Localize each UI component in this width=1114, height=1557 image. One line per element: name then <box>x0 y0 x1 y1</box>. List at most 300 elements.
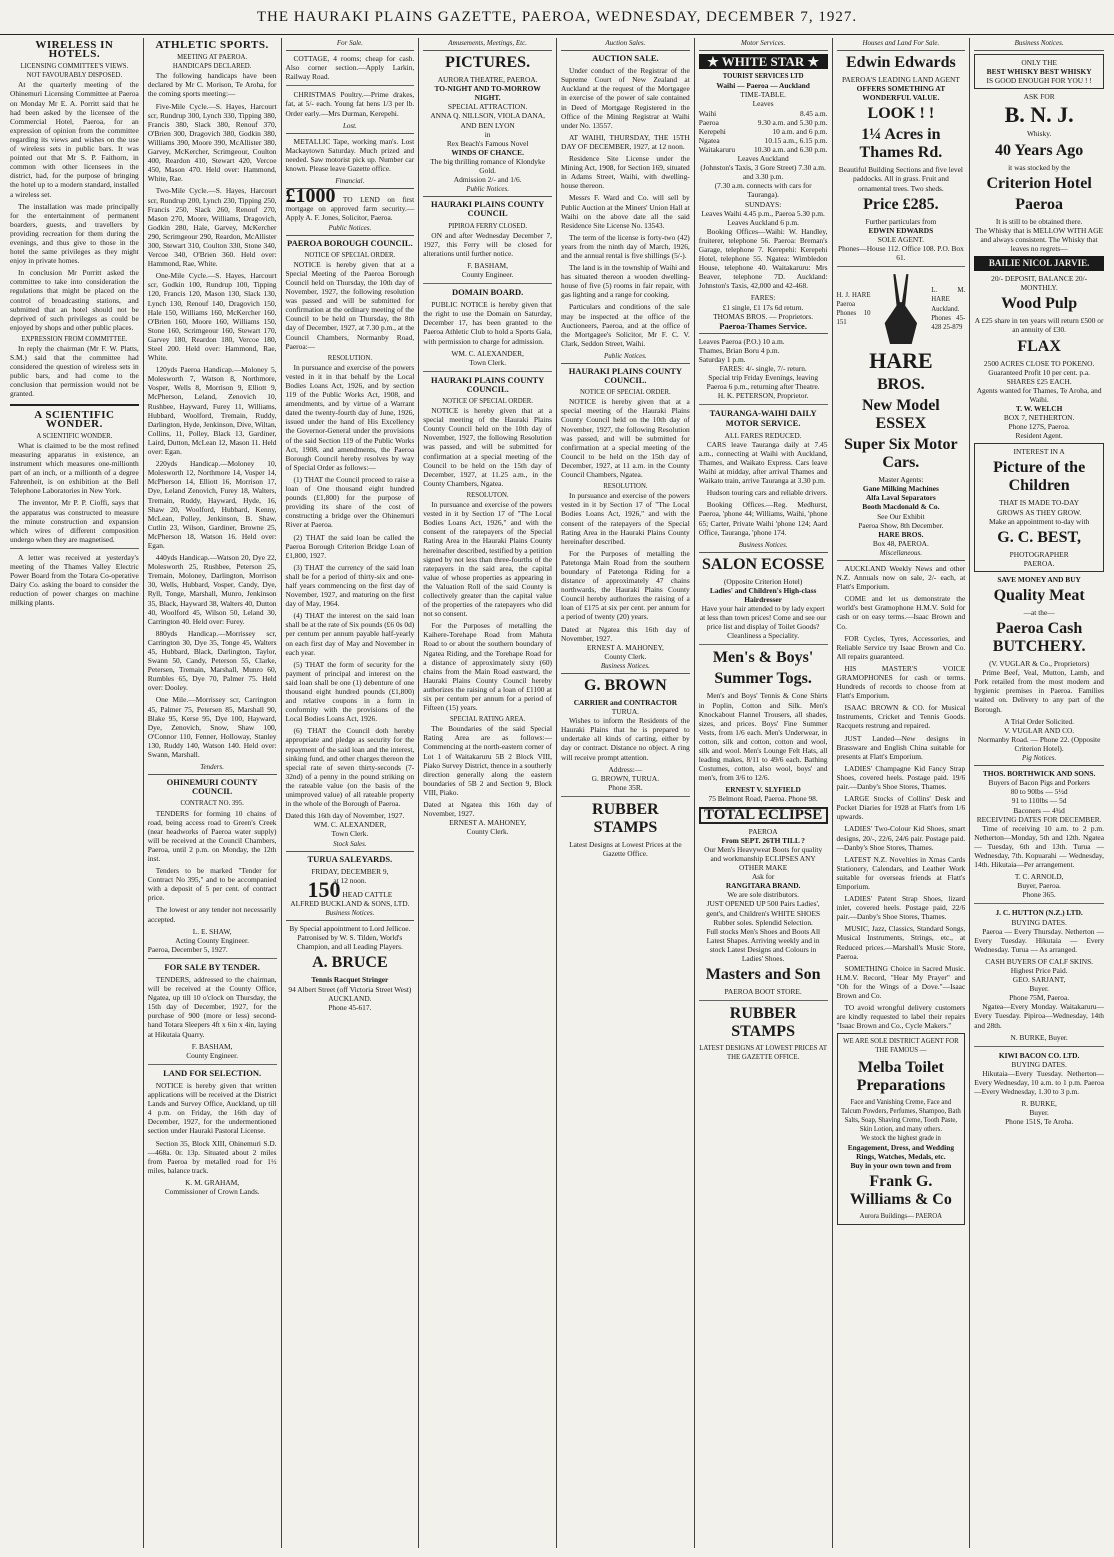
classified-ad: SOMETHING Choice in Sacred Music. H.M.V. Record, "Hear My Prayer" and "Oh for the Wings of a Dove."—Isaac Brown and Co. <box>836 963 966 1000</box>
pts-line: Leaves Paeroa (P.O.) 10 a.m. <box>698 336 785 346</box>
timetable-row <box>699 109 828 118</box>
notice-date: Dated at Ngatea this 16th day of November, 1927. <box>423 800 552 819</box>
notice-subtitle: PIPIROA FERRY CLOSED. <box>448 222 528 230</box>
salon-sub: (Opposite Criterion Hotel) <box>723 576 803 586</box>
column-2 <box>144 38 282 1548</box>
notice-subtitle: RESOLUTION. <box>327 354 373 362</box>
divider <box>10 404 139 406</box>
notice-paragraph: TENDERS for forming 10 chains of road, being access road to Green's Creek (near headworks of Paeroa water supply) will be received at the Council Chambers, Paeroa, until 2 p.m. on Monday, the 12th inst. <box>147 808 277 863</box>
brown-address: G. BROWN, TURUA. <box>591 773 660 783</box>
divider <box>286 85 415 86</box>
notice-paragraph: In pursuance and exercise of the powers vested in it by Section 17 of "The Local Bodies Loans Act, 1926," and with the consent of the ratepayers of the Special Rating Area in the Hauraki Plains County hereinafter described, testified by a petition signed by not less than three-fourths of the ratepayers in the said area, the capital value of whose properties as appearing in the Valuation Roll of the said County is collectively greater than the capital value of the properties of the ratepayers who did not so consent. <box>423 500 552 619</box>
notice-date: Paeroa, December 5, 1927. <box>147 944 228 954</box>
signature: ERNEST A. MAHONEY, <box>586 642 664 652</box>
film-title: WINDS OF CHANCE. <box>451 147 524 157</box>
classified-ad: TO avoid wrongful delivery customers are kindly requested to label their repairs "Isaac Brown and Co., Cycle Makers." <box>836 1003 966 1031</box>
article-paragraph: One-Mile Cycle.—S. Hayes, Harcourt scr, Godkin 100, Rundrup 100, Tipping 120, Francis 120, Mason 130, Slack 130, Lynch 130, Renouf 140, Dragovich 150, Hale 150, Williams 160, McKercher 160, O'Brien 160, Moore 160, Williams 150, Stone 160, Scrimgeour 160, Stewart 170, Garvey 180, Reardon 180, Vercoe 180, Steel 200. Held over: Hammond, Rae, White. <box>147 271 277 363</box>
rubber-stamps-title: RUBBER STAMPS <box>729 1005 797 1041</box>
show: Paeroa Show, 8th December. <box>858 520 944 530</box>
hj-hare: H. J. HARE Paeroa Phones 10 151 <box>836 291 871 327</box>
welch-phone: Phone 127S, Paeroa. <box>1008 422 1070 432</box>
notice-paragraph: Tenders to be marked "Tender for Contract No 395," and to be accompanied with a deposit of 5 per cent. of contract price. <box>147 866 277 903</box>
rubber-stamps-text: Latest Designs at Lowest Prices at the Gazette Office. <box>569 839 682 859</box>
signature-title: County Engineer. <box>186 1050 238 1060</box>
welch: T. W. WELCH <box>1015 403 1063 413</box>
column-7 <box>833 38 971 1548</box>
exhibit: See Our Exhibit <box>877 511 925 521</box>
essex: New Model ESSEX <box>861 397 940 433</box>
pig-price: 80 to 90lbs — 5½d <box>1010 787 1068 797</box>
column-8 <box>970 38 1108 1548</box>
pig-price: Baconers — 4¾d <box>1013 805 1065 815</box>
special: SPECIAL ATTRACTION. <box>447 102 528 112</box>
sale-date: FRIDAY, DECEMBER 9, <box>311 866 389 876</box>
notice-title: AUCTION SALE. <box>592 53 659 64</box>
section-head: Auction Sales. <box>561 38 690 51</box>
best-whisky: BEST WHISKY BEST WHISKY <box>986 67 1092 77</box>
appointment: Make an appointment to-day with <box>989 516 1090 526</box>
ngatea-dates: Ngatea—Every Monday. Waitakaruru—Every Tuesday. Pipiroa—Wednesday, 14th and 28th. <box>974 1002 1104 1030</box>
masters-sub: PAEROA BOOT STORE. <box>724 987 802 997</box>
mens-title: Men's & Boys' <box>712 649 814 667</box>
divider <box>423 283 552 284</box>
section-head: Business Notices. <box>286 908 415 921</box>
paeroa: Paeroa <box>1015 195 1063 213</box>
acres: 1¼ Acres in Thames Rd. <box>859 126 943 162</box>
eclipse-title: TOTAL ECLIPSE <box>699 807 828 824</box>
pts-line: Special trip Friday Evenings, leaving Paeroa 6 p.m., returning after Theatre. <box>706 373 820 392</box>
la-detail: (7.30 a.m. connects with cars for Tauranga). <box>714 181 812 200</box>
calf-skins: CASH BUYERS OF CALF SKINS. Highest Price Paid. <box>985 956 1094 975</box>
look: LOOK ! ! <box>867 105 935 123</box>
signature: L. E. SHAW, <box>192 926 232 936</box>
arnold-title: Buyer, Paeroa. <box>1017 881 1061 891</box>
section-head: Business Notices. <box>561 661 690 674</box>
notice-paragraph: (3) THAT the currency of the said loan shall be for a period of thirty-six and one-half years commencing on the first day of November, 1927, and maturing on the first day of May, 1964. <box>285 562 415 609</box>
notice-paragraph: (6) THAT the Council doth hereby appropriate and pledge as security for the repayment of the said loan and the interest, sinking fund, and other charges thereon the special rate of seven thirty-seconds (7-32nd) of a penny in the pound striking on the rateable value (on the basis of the unimproved value) of all rateable property in the whole of the Borough of Paeroa. <box>285 726 415 809</box>
r-burke: R. BURKE, <box>1021 1099 1057 1109</box>
eclipse-date: From SEPT. 26TH TILL ? <box>721 835 805 845</box>
bnj: B. N. J. <box>1004 102 1074 128</box>
acres-text: Beautiful Building Sections and five level paddocks. All in grass. Fruit and ornamental trees. Two sheds. <box>838 165 963 193</box>
frank-williams: Frank G. Williams & Co <box>849 1173 952 1209</box>
divider <box>148 1064 277 1065</box>
ask-for: Ask for <box>751 872 775 882</box>
classified-ad: COME and let us demonstrate the world's best Gramophone H.M.V. Sold for cash or on easy terms.—Isaac Brown and Co. <box>836 594 966 631</box>
tt-place: Paeroa <box>698 117 719 127</box>
signature-title: Acting County Engineer. <box>175 935 249 945</box>
divider <box>10 548 139 549</box>
interest: INTEREST IN A <box>1013 447 1065 457</box>
grows: GROWS AS THEY GROW. <box>996 507 1082 517</box>
notice-paragraph: (4) THAT the interest on the said loan shall be at the rate of Six pounds (£6 0s 0d) per centum per annum payable half-yearly on each first day of May and November in each year. <box>285 611 415 657</box>
whisky-ad <box>974 54 1104 89</box>
shares: SHARES £25 EACH. <box>1006 376 1072 386</box>
slyfield-address: 75 Belmont Road, Paeroa. Phone 98. <box>708 794 818 804</box>
bruce-address: 94 Albert Street (off Victoria Street West) AUCKLAND. <box>288 984 412 1003</box>
distributors: We are sole distributors. <box>727 890 799 900</box>
criterion: Criterion Hotel <box>986 174 1092 192</box>
article-paragraph: One Mile.—Morrissey scr, Carrington 45, Palmer 75, Petersen 85, Marshall 90, Blake 95, Kerse 95, Dye 100, Hayward, Dye, Zenovich, Snow, Shaw 100, O'Connor 110, Fenner, Holloway, Stanley 130, Ruddy 140, Watson 140. Held over: Swann, Marshall. <box>147 695 277 760</box>
ask-for: ASK FOR <box>1023 92 1055 102</box>
star-icon: ★ <box>707 54 722 70</box>
melba-text: Face and Vanishing Creme, Face and Talcum Powders, Perfumes, Shampoo, Bath Salts, Soap, Shaving Creme, Tooth Paste, Skin Lotion, and many others. <box>840 1098 961 1133</box>
hare-box: Box 48, PAEROA. <box>872 538 929 548</box>
notice-paragraph: Section 35, Block XIII, Ohinemuri S.D.—468a. 0r. 13p. Situated about 2 miles from Paeroa by metalled road for 1½ miles, balance track. <box>147 1138 277 1175</box>
r-burke-title: Buyer. <box>1029 1108 1049 1118</box>
slyfield: ERNEST V. SLYFIELD <box>725 785 801 795</box>
headline-athletic: ATHLETIC SPORTS. <box>155 39 269 51</box>
sarjant: GEO. SARJANT, <box>1012 975 1066 985</box>
divider <box>699 1000 828 1001</box>
bros-name: BROS. <box>877 376 925 394</box>
auctioneer: ALFRED BUCKLAND & SONS, LTD. <box>290 898 410 908</box>
star-icon: ★ <box>804 54 820 70</box>
loan-text: TO LEND on first mortgage on approved farm security.—Apply A. F. Jones, Solicitor, Paeroa. <box>285 195 415 223</box>
notice-paragraph: Messrs F. Ward and Co. will sell by Public Auction at the Miners' Union Hall at Waihi on the above date all the said Residence Site License No. 13543. <box>561 193 690 230</box>
notice-title: DOMAIN BOARD. <box>451 287 524 298</box>
timetable-row <box>699 127 828 136</box>
hutton-dates: Paeroa — Every Thursday. Netherton — Every Tuesday. Hikutaia — Every Wednesday. Turua — As arranged. <box>974 926 1104 954</box>
edwin-name: EDWIN EDWARDS <box>868 225 934 235</box>
hare-header <box>837 271 966 347</box>
notice-paragraph: TENDERS, addressed to the chairman, will be received at the County Office, Ngatea, up till 10 o'clock on Thursday, the 15th day of December, 1927, for the purchase of 900 (more or less) second-hand Totara Sleepers 4ft x 6in x 4in, laying at Hikutaia Quarry. <box>147 975 277 1039</box>
save-money: SAVE MONEY AND BUY <box>997 574 1081 584</box>
salon-text: Have your hair attended to by lady expert at less than town prices! Come and see our price list and display of Toilet Goods? <box>699 604 827 632</box>
sundays-detail: Leaves Waihi 4.45 p.m., Paeroa 5.30 p.m. <box>701 208 825 218</box>
notice-subtitle: NOTICE OF SPECIAL ORDER. <box>442 398 533 405</box>
notice-paragraph: (5) THAT the form of security for the payment of principal and interest on the said loan shall be one (1) debenture of one thousand eight hundred pounds (£1,800) and relative coupons in a form in conformity with the provisions of the Local Bodies Loans Act, 1926. <box>285 659 415 724</box>
brown-trade: CARRIER and CONTRACTOR <box>573 698 678 707</box>
notice-paragraph: Particulars and conditions of the sale may be inspected at the office of the Auctioneers, Paeroa, and at the office of the Mortgagee's Solicitor, Mr F. C. V. Clark, Seddon Street, Waihi. <box>561 302 690 348</box>
timetable-row <box>699 145 828 154</box>
showing: TO-NIGHT AND TO-MORROW NIGHT. <box>434 84 541 103</box>
pts-line: Thames, Brian Boru 4 p.m. <box>698 345 780 355</box>
notice-paragraph: The term of the license is forty-two (42) years from the ninth day of March, 1926, and the annual rental is five shillings (5/-). <box>561 232 690 260</box>
cattle-label: HEAD CATTLE <box>342 889 393 899</box>
price: Price £285. <box>863 195 939 213</box>
baillie: BAILIE NICOL JARVIE. <box>974 256 1104 271</box>
article-paragraph: In conclusion Mr Porritt asked the committee to take into consideration the regulations that might be placed on the control of broadcasting stations, and submitted that an hotel should not be deprived of such privileges as could be enjoyed by shops and other public places. <box>10 268 139 332</box>
white-star-name: WHITE STAR <box>721 54 805 70</box>
meat-text: Prime Beef, Veal, Mutton, Lamb, and Pork retailed from the most modern and hygienic premises in Paeroa. Families waited on. Delivery to any part of the Borough. <box>974 668 1104 714</box>
leaves: Leaves <box>752 99 774 109</box>
subhead: A SCIENTIFIC WONDER. <box>36 432 113 440</box>
mellow: The Whisky that is MELLOW WITH AGE and always consistent. The Whisky that leaves no regrets— <box>975 225 1103 253</box>
appointment: By Special appointment to Lord Jellicoe. <box>289 924 411 934</box>
divider <box>561 796 690 797</box>
columns <box>6 38 1108 1548</box>
notice-paragraph: In pursuance and exercise of the powers vested in it in that behalf by the Local Bodies Loans Act, 1926, and by section 119 of the Public Works Act, 1908, and amendments, and by virtue of a Warrant dated the twenty-fourth day of June, 1926, issued under the hand of His Excellency the Governor-General under the provisions of the said Section 119 of the Public Works Act, 1908, and amendments, the Paeroa Borough Council hereby resolves by way of Special Order as follows:— <box>285 362 415 472</box>
notice-title: FOR SALE BY TENDER. <box>164 961 260 972</box>
notice-paragraph: For the Purposes of metalling the Kaihere-Torehape Road from Mahuta Road to or about the southern boundary of Ngatea Riding, and the Torehape Road for a distance of approximately sixty (60) chains from the Main Road eastward, the Hauraki Plains County Council hereby authorizes the raising of a loan of £1100 at six per centum per annum for a period of Fifteen (15) years. <box>423 621 552 713</box>
timetable-row <box>699 136 828 145</box>
sundays: SUNDAYS: <box>744 199 782 209</box>
photo-ad <box>974 443 1104 572</box>
theatre: AURORA THEATRE, PAEROA. <box>437 75 538 85</box>
column-5 <box>557 38 695 1548</box>
column-4 <box>419 38 557 1548</box>
forty-years: 40 Years Ago <box>994 141 1084 159</box>
signature-title: Town Clerk. <box>469 357 507 367</box>
signature-title: Town Clerk. <box>331 829 369 839</box>
arnold: T. C. ARNOLD, <box>1014 872 1064 882</box>
section-head: Houses and Land For Sale. <box>837 38 966 51</box>
white-star-sub: TOURIST SERVICES LTD <box>722 73 804 81</box>
cast: ANNA Q. NILLSON, VIOLA DANA, AND BEN LYON <box>430 111 545 130</box>
melba-intro: WE ARE SOLE DISTRICT AGENT FOR THE FAMOUS — <box>843 1038 959 1055</box>
bruce-name: A. BRUCE <box>312 954 388 972</box>
fares-detail: £1 single, £1 17s 6d return. <box>722 302 804 312</box>
buy-local: Buy in your own town and from <box>850 1161 952 1171</box>
signature-title: County Clerk. <box>466 827 509 837</box>
subhead: HANDICAPS DECLARED. <box>172 63 252 71</box>
classified-ad: METALLIC Tape, working man's. Lost Mackaytown Saturday. Much prized and needed. Saw motorist pick up. Number car known. Please leave Gazette office. <box>285 136 415 174</box>
salon-trade: Ladies' and Children's High-class Hairdresser <box>709 585 817 604</box>
classified-ad: COTTAGE, 4 rooms; cheap for cash. Also corner section.—Apply Larkin, Railway Road. <box>285 54 415 82</box>
article-paragraph: In reply the chairman (Mr F. W. Platts, S.M.) said that the committee had considered the question of wireless sets in public bars, and had come to the conclusion that permission would not be granted. <box>10 344 139 399</box>
notice-paragraph: NOTICE is hereby given that at a special meeting of the Hauraki Plains County Council held on the 10th day of November, 1927, the following Resolution was passed, and will be submitted for confirmation at a special meeting of the Council to be held on the 15th day of December, 1927, at 11 a.m. in the County Council Chambers, Ngatea. <box>561 397 690 480</box>
alfa: Alfa Laval Separators <box>865 493 936 503</box>
subhead: NOT FAVOURABLY DISPOSED. <box>26 72 123 80</box>
wood-text: A £25 share in ten years will return £500 or an annuity of £30. <box>974 316 1104 335</box>
notice-paragraph: In pursuance and exercise of the powers vested in it by Section 17 of "The Local Bodies Loans Act, 1926," and with the consent of the ratepayers of the Special Rating Area in the Hauraki Plains County hereinafter described. <box>561 491 690 546</box>
article-paragraph: 440yds Handicap.—Watson 20, Dye 22, Molesworth 25, Rushbee, Peterson 25, Tremain, Moloney, Darlington, Morrison 30, Wells, Hubbard, Vosper, Candy, Dye, Ryll, Tonge, Marshall, Munro, Jenkinson 35, Black, Hayward 38, Walters 40, Dutton 40, Woolford 45, Wilson 50, Leland 30, Carrington 40. Held over: Furey. <box>147 553 277 626</box>
salon-title: SALON ECOSSE <box>701 555 825 573</box>
tw-text: Booking Offices.—Reg. Medhurst, Paeroa, 'phone 44; Williams, Waihi, 'phone 65; Carter, Private Waihi 'phone 124; Aard Office, Tauranga, 'phone 174. <box>698 500 828 537</box>
classified-ad: CHRISTMAS Poultry.—Prime drakes, fat, at 5/- each. Young fat hens 1/3 per lb. Order early.—Mrs Durman, Kerepehi. <box>285 90 415 118</box>
tt-place: Ngatea <box>698 135 720 145</box>
film-desc: The big thrilling romance of Klondyke Gold. <box>430 156 545 176</box>
further: Further particulars from <box>865 216 937 226</box>
article-paragraph: Five-Mile Cycle.—S. Hayes, Harcourt scr, Rundrup 300, Lynch 330, Tipping 380, Francis 380, Slack 380, Renouf 370, O'Brien 300, Dragovich 380, Godkin 380, Williams 390, Moore 390, McAllister 380, Garvey, McKercher, Scrimgeour, Coulton 400, Reardon 410, Stewart 420, Vercoe 450, Mason 470. Held over: Hammond, White, Rae. <box>147 101 277 184</box>
notice-title: HAURAKI PLAINS COUNTY COUNCIL <box>430 199 545 219</box>
tt-place: Kerepehi <box>698 126 726 136</box>
article-paragraph: A letter was received at yesterday's meeting of the Thames Valley Electric Power Board from the Totara Co-operative Dairy Co. asking the board to consider the reduction of power charges on machine milking plants. <box>10 552 139 608</box>
classified-ad: LADIES' Patent Strap Shoes, lizard inlet, covered heels. Postage paid, 22/6 pair.—Danby's Shoe Stores, Thames. <box>836 894 966 922</box>
article-paragraph: 880yds Handicap.—Morrissey scr, Carrington 30, Dye 35, Tonge 45, Walters 45, Hubbard, Black, Darlington, Taylor, Swann 50, Candy, Peterson 55, Clarke, Petersen, Tremain, Marshall, Munro 60, Rumbles 65, Dye 70, Palmer 75. Held over: Dooley. <box>147 628 277 693</box>
edwin-phones: Phones—House 112. Office 108. P.O. Box 61. <box>837 243 964 263</box>
notice-title: LAND FOR SELECTION. <box>163 1067 262 1078</box>
borthwick: THOS. BORTHWICK AND SONS. <box>982 769 1096 779</box>
saleyards-title: TURUA SALEYARDS. <box>307 853 393 864</box>
pts-title: Paeroa-Thames Service. <box>699 321 828 334</box>
rubber-stamps-title: RUBBER STAMPS <box>592 800 659 836</box>
signature: F. BASHAM, <box>191 1041 233 1051</box>
signature-title: County Clerk. <box>604 651 647 661</box>
signature: F. BASHAM, <box>467 260 508 270</box>
section-head: Business Notices. <box>699 540 828 553</box>
made-today: THAT IS MADE TO-DAY <box>999 498 1080 508</box>
article-paragraph: 220yds Handicap.—Moloney 10, Molesworth 12, Northmore 14, Vosper 14, McPherson 14, Elliott 16, Morrison 17, Dye, Leland Zenovich, Furey 18, Walters, Tremain, Ruddy, Hayward, Hyde, 16, Shaw 20, Woolford, Hubbard, Kenny, McLean, Polley, Jenkinson, B. Shaw, Cutlin 23, Wilson, Gardiner, Browne 25, McPherson 18, Watson 16. Held over: Egan. <box>147 459 277 550</box>
tt-place: Waihi <box>698 108 717 118</box>
brown-address-label: Address:— <box>608 764 643 774</box>
signature-title: Commissioner of Crown Lands. <box>164 1186 260 1196</box>
shoes-text: Full stocks Men's Shoes and Boots All Latest Shapes. Arriving weekly and in stock Latest Designs and Colours in Ladies' Shoes. <box>706 926 821 963</box>
classified-ad: JUST Landed—New designs in Brassware and English China suitable for presents at Flatt's Emporium. <box>836 733 966 761</box>
article-paragraph: The following handicaps have been declared by Mr C. Morison, Te Aroha, for the coming sports meeting:— <box>147 71 277 99</box>
notice-title: HAURAKI PLAINS COUNTY COUNCIL. <box>568 366 683 386</box>
only: ONLY THE <box>1021 58 1057 68</box>
good-enough: IS GOOD ENOUGH FOR YOU ! ! <box>986 76 1092 86</box>
engage: Engagement, Dress, and Wedding Rings, Watches, Medals, etc. <box>847 1143 955 1162</box>
section-head: For Sale. <box>286 38 415 51</box>
notice-paragraph: The lowest or any tender not necessarily accepted. <box>147 905 277 924</box>
photographer: PHOTOGRAPHER <box>1009 549 1069 559</box>
r-burke-phone: Phone 151S, Te Aroha. <box>1005 1117 1074 1127</box>
sarjant-phone: Phone 75M, Paeroa. <box>1009 993 1070 1003</box>
brown-text: Wishes to inform the Residents of the Hauraki Plains that he is prepared to undertake all kinds of carting, either by day or contract. Distance no object. A ring will receive prompt attention. <box>561 716 690 762</box>
section-head: Financial. <box>286 176 415 189</box>
classified-ad: HIS MASTER'S VOICE GRAMOPHONES for cash or terms. Hundreds of records to choose from at Flatt's Emporium. <box>836 663 966 701</box>
fares: FARES: <box>750 293 776 303</box>
notice-title: HAURAKI PLAINS COUNTY COUNCIL. <box>430 374 545 394</box>
headline-scientific: A SCIENTIFIC WONDER. <box>34 408 115 430</box>
booking-offices: Booking Offices—Waihi: W. Handley, fruiterer, telephone 56. Paeroa: Breman's Garage, telephone 7. Kerepehi: Kerepehi Hotel, telephone 55. Ngatea: Wimbledon House, telephone 40. Waitakaruru: Mrs Beaver, telephone 7D. Auckland: Johnston's Taxis, 42,000 and 42-468. <box>698 226 828 291</box>
section-head: Tenders. <box>148 762 277 775</box>
summer-title: Summer Togs. <box>714 670 812 688</box>
in: in <box>484 129 491 139</box>
loan-amount: £1000 <box>285 185 336 208</box>
cash-butchery: Paeroa Cash BUTCHERY. <box>992 620 1086 656</box>
notice-subtitle: CONTRACT NO. 395. <box>180 800 244 808</box>
pig-price: 91 to 110lbs — 5d <box>1011 796 1067 806</box>
classified-ad: ISAAC BROWN & CO. for Musical Instruments, Cricket and Tennis Goods. Racquets restrung and repaired. <box>836 703 966 731</box>
notice-subtitle: NOTICE OF SPECIAL ORDER. <box>579 389 671 397</box>
classified-ad: LADIES' Champagne Kid Fancy Strap Shoes, covered heels. Postage paid. 19/6 pair.—Danby's Shoe Stores, Thames. <box>836 763 966 792</box>
notice-paragraph: (1) THAT the Council proceed to raise a loan of One thousand eight hundred pounds (£1,800) for the purpose of providing its share of the cost of constructing a bridge over the Ohinemuri River at Paeroa. <box>285 474 415 530</box>
deposit: 20/- DEPOSIT, BALANCE 20/- MONTHLY. <box>991 274 1088 293</box>
tt-place: Waitakaruru <box>698 144 736 154</box>
novel: Rex Beach's Famous Novel <box>446 138 529 148</box>
sundays-detail: Leaves Auckland 6 p.m. <box>727 217 799 227</box>
guaranteed: Guaranteed Profit 10 per cent. p.a. <box>988 367 1091 377</box>
burke: N. BURKE, Buyer. <box>1010 1032 1068 1042</box>
section-head: Lost. <box>286 121 415 134</box>
kiwi-bacon: KIWI BACON CO. LTD. <box>998 1050 1080 1060</box>
classified-ad: LADIES' Two-Colour Kid Shoes, smart designs, 20/-, 22/6, 24/6 pair. Postage paid.—Danby's Shoe Stores, Thames. <box>836 824 966 852</box>
classified-ad: LATEST N.Z. Novelties in Xmas Cards Stationery, Calendars, and Leather Work suitable for overseas friends at Flatt's Emporium. <box>836 854 966 891</box>
offer: OFFERS SOMETHING AT WONDERFUL VALUE. <box>856 84 946 103</box>
eclipse-place: PAEROA <box>748 826 778 836</box>
gc-best: G. C. BEST, <box>997 528 1081 546</box>
rabbit-icon <box>874 274 928 344</box>
divider <box>699 644 828 645</box>
melba-stock: We stock the highest grade in <box>860 1134 941 1142</box>
picture-children: Picture of the Children <box>993 459 1086 495</box>
still: It is still to be obtained there. <box>995 216 1083 226</box>
sarjant-title: Buyer. <box>1029 984 1049 994</box>
hutton: J. C. HUTTON (N.Z.) LTD. <box>995 908 1083 918</box>
notice-date: Dated this 16th day of November, 1927. <box>285 811 405 821</box>
timetable-title: TIME-TABLE. <box>740 90 786 100</box>
buyers: Buyers of Bacon Pigs and Porkers <box>988 778 1090 788</box>
rubber-stamps-text: LATEST DESIGNS AT LOWEST PRICES AT THE GAZETTE OFFICE. <box>699 1045 828 1062</box>
white-star-logo <box>699 54 828 69</box>
notice-paragraph: ON and after Wednesday December 7, 1927, this Ferry will be closed for alterations until further notice. <box>423 230 552 258</box>
brown-name: G. BROWN <box>584 677 667 694</box>
notice-paragraph: Residence Site License under the Mining Act, 1908, for Section 169, situated in Adams Street, Waihi, with dwelling-house thereon. <box>561 154 690 191</box>
flax: FLAX <box>1017 337 1061 355</box>
kiwi-dates: Hikutaia—Every Tuesday. Netherton—Every Wednesday, 10 a.m. to 1 p.m. Paeroa—Every Wednesday, 1.30 to 3 p.m. <box>974 1068 1104 1097</box>
section-head: Miscellaneous. <box>837 548 966 561</box>
signature: WM. C. ALEXANDER, <box>313 820 387 830</box>
gane: Gane Milking Machines <box>862 484 939 494</box>
melba-title: Melba Toilet Preparations <box>856 1058 946 1094</box>
shoes-text: JUST OPENED UP 500 Pairs Ladies', gent's, and Children's WHITE SHOES Rubber soles. Splendid Selection. <box>706 899 821 927</box>
notice-paragraph: PUBLIC NOTICE is hereby given that the right to use the Domain on Saturday, December 17, has been granted to the Paeroa Athletic Club to hold a Sports Gala, with permission to charge for admission. <box>423 300 552 346</box>
receiving-dates: Time of receiving 10 a.m. to 2 p.m. Netherton—Monday, 5th and 12th. Ngatea — Tuesday, 6th and 13th. Turua —Wednesday, 7th. Kopuarahi — Wednesday, 14th. Hikutaia—Per arrangement. <box>974 823 1104 870</box>
rangitara: RANGITARA BRAND. <box>725 881 801 891</box>
section-head: Stock Sales. <box>286 839 415 852</box>
melba-ad <box>837 1033 966 1225</box>
admission: Admission 2/- and 1/6. <box>453 175 522 185</box>
notice-subtitle: NOTICE OF SPECIAL ORDER. <box>304 251 396 259</box>
trial: A Trial Order Solicited. <box>1004 716 1075 726</box>
normanby: Normanby Road. — Phone 22. (Opposite Criterion Hotel). <box>977 734 1101 753</box>
buying-dates: BUYING DATES. <box>1011 1059 1067 1069</box>
mens-text: Men's and Boys' Tennis & Cone Shirts in Poplin, Cotton and Silk. Men's Knockabout Flannel Trousers, all shades, sizes, and prices. Boys' Fine Summer Vests, from 1/6 each. Men's Underwear, in cotton, silk and cotton, cotton and wool, silk and wool. Men's Lounge Felt Hats, all leading makes, 8/11 to 49/6 each. Bathing Costumes, cotton, also wool, boys' and men's, from 3/6 to 12/6. <box>698 691 828 783</box>
at-the: —at the— <box>1023 608 1055 617</box>
subhead: LICENSING COMMITTEE'S VIEWS. <box>20 63 129 71</box>
subhead: MEETING AT PAEROA. <box>177 54 248 62</box>
booth: Booth Macdonald & Co. <box>862 502 940 512</box>
signature-title: County Engineer. <box>461 269 514 279</box>
cattle-number: 150 <box>307 876 341 902</box>
stocked: it was stocked by the <box>1008 162 1071 172</box>
edwin-sub: PAEROA'S LEADING LAND AGENT <box>841 75 960 85</box>
article-paragraph: 120yds Paeroa Handicap.—Moloney 5, Molesworth 7, Watson 8, Northmore, Vosper, Wells 8, Morrison 9, Elliott 9, McPherson, Leland, Zenovich 10, Rushbee, Hayward, Furey 11, Williams, Hubbard, Woolford, Tremain, Ruddy, Darlington, Hyde, Jenkinson, Dive, Wiltan, Collins, 11, Polley, Black 13, Gardiner, Laird, Dutton, McLean 12, Mason 11. Held over: Egan. <box>147 365 277 457</box>
hare-bros: HARE BROS. <box>878 529 924 539</box>
buying-dates: BUYING DATES. <box>1011 917 1067 927</box>
route: Waihi — Paeroa — Auckland <box>716 81 810 91</box>
column-1 <box>6 38 144 1548</box>
hare-name: HARE <box>869 348 933 374</box>
tt-time: 10.30 a.m. and 6.30 p.m. <box>754 144 828 154</box>
master-agents: Master Agents: <box>878 475 924 485</box>
notice-paragraph: NOTICE is hereby given that written applications will be received at the District Lands and Survey Office, Auckland, up till 4 p.m. on Friday, the 16th day of December, 1927, for the undermentioned section under Hauraki Pastoral License. <box>147 1080 277 1136</box>
tt-time: 8.45 a.m. <box>799 108 828 118</box>
section-head: Public Notices. <box>423 184 552 197</box>
notice-title: PAEROA BOROUGH COUNCIL. <box>287 237 413 248</box>
leaves-auckland: Leaves Auckland <box>737 154 789 164</box>
classified-ad: AUCKLAND Weekly News and other N.Z. Annuals now on sale, 2/- each, at Flatt's Emporium. <box>836 563 966 592</box>
eclipse-text: Our Men's Heavyweat Boots for quality and workmanship ECLIPSES ANY OTHER MAKE <box>704 844 823 873</box>
divider <box>837 266 966 267</box>
tt-time: 10.15 a.m., 6.15 p.m. <box>764 135 828 145</box>
divider <box>699 404 828 405</box>
article-paragraph: Two-Mile Cycle.—S. Hayes, Harcourt scr, Rundrup 200, Lynch 230, Tipping 250, Francis 250, Slack 260, Renouf 270, Mason 270, Moore, Williams, Dragovich, Godkin 280, Hale, Garvey, McKercher 290, Scrimgeour 290, Reardon, McAllister 300, Stewart 310, Coulton 330, Stone 340, Vercoe 340, O'Brien 360. Held over: Hammond, Rae, White. <box>147 186 277 269</box>
divider <box>974 903 1104 904</box>
notice-paragraph: Under conduct of the Registrar of the Supreme Court of New Zealand at Auckland at the request of the Mortgagee in exercise of the power of sale contained in Deed of Mortgage Registered in the Office of the Mining Registrar at Waihi under No. 13557. <box>561 66 690 130</box>
brown-phone: Phone 35R. <box>608 782 643 792</box>
bruce-trade: Tennis Racquet Stringer <box>311 975 389 985</box>
classified-ad: LARGE Stocks of Collins' Desk and Pocket Diaries for 1928 at Flatt's from 1/6 upwards. <box>836 794 966 822</box>
welch-agent: Resident Agent. <box>1015 431 1063 441</box>
tt-time: 9.30 a.m. and 5.30 p.m. <box>757 117 828 127</box>
notice-paragraph: The Boundaries of the said Special Rating Area are as follows:— Commencing at the north-eastern corner of Lot 1 of Waitakaruru 5B 2 Block VIII, Piako Survey District, thence in a southerly direction generally along the eastern boundaries of 5B 2 and Section 9, Block VIII, Piako. <box>423 724 552 797</box>
column-6 <box>695 38 833 1548</box>
section-head: Motor Services. <box>699 38 828 51</box>
notice-paragraph: AT WAIHI, THURSDAY, THE 15TH DAY OF DECEMBER, 1927, at 12 noon. <box>561 132 690 151</box>
section-head: Amusements, Meetings, Etc. <box>423 38 552 51</box>
timetable <box>699 109 828 154</box>
masters-title: Masters and Son <box>705 966 821 984</box>
divider <box>974 1046 1104 1047</box>
signature: K. M. GRAHAM, <box>185 1177 240 1187</box>
masthead: THE HAURAKI PLAINS GAZETTE, PAEROA, WEDNESDAY, DECEMBER 7, 1927. <box>0 0 1114 35</box>
signature: ERNEST A. MAHONEY, <box>449 818 527 828</box>
